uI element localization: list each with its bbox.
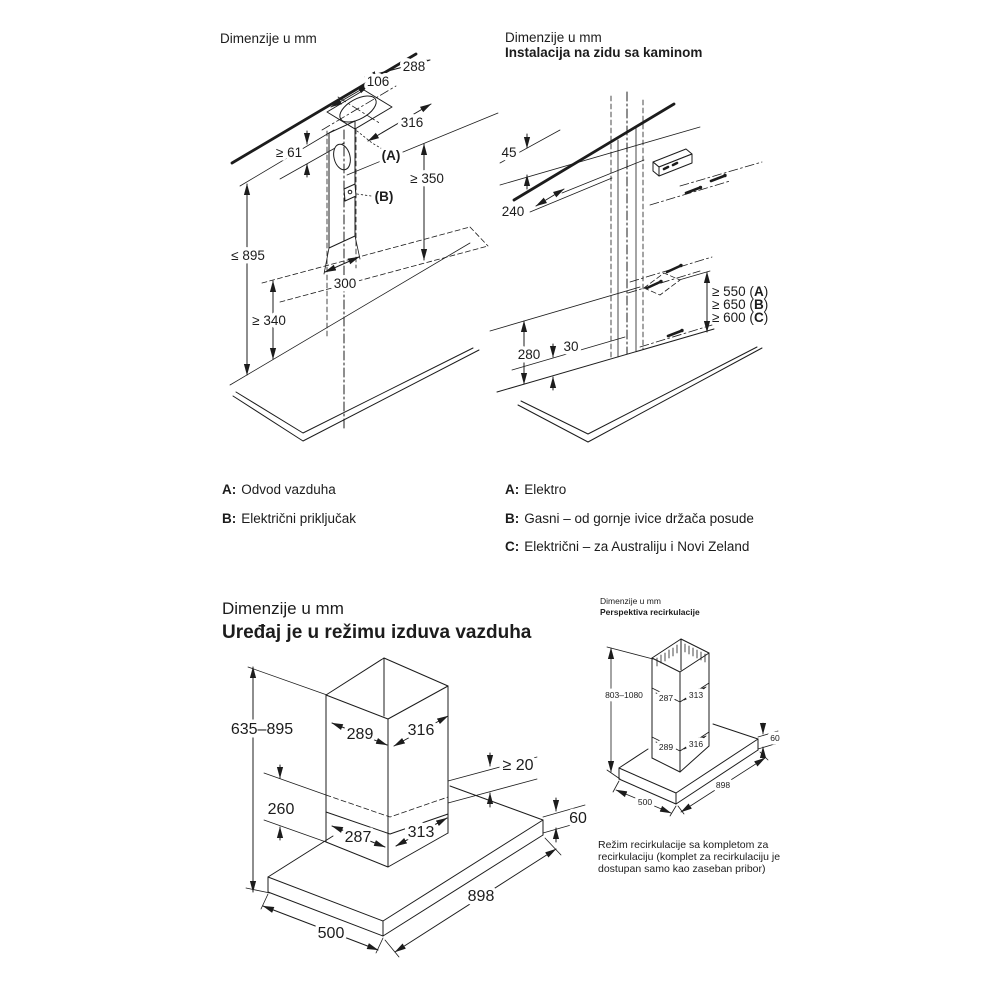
dim-898: 898 (467, 888, 495, 905)
hood-outline-dashed (262, 227, 488, 302)
wall-strip (329, 121, 356, 248)
mounting-bracket (653, 149, 692, 176)
legend-item: B: Električni priključak (222, 511, 357, 526)
dim-106: 106 (366, 74, 390, 89)
diagram-subtitle: Uređaj je u režimu izduva vazduha (222, 622, 532, 643)
screw-icon (647, 264, 683, 288)
dim-316: 316 (400, 115, 424, 130)
dim-313: 313 (688, 690, 704, 700)
drill-axis-lines (611, 92, 643, 358)
ceiling-duct-plate (322, 86, 396, 130)
dim-60: 60 (569, 810, 587, 827)
legend-right (505, 482, 754, 554)
dim-340: ≥ 340 (252, 313, 286, 328)
dim-61: ≥ 61 (275, 145, 303, 160)
clearance-A: ≥ 550 (A) (712, 284, 769, 299)
dim-280: 280 (517, 347, 541, 362)
label-B: (B) (374, 189, 394, 204)
dim-240: 240 (501, 204, 525, 219)
diagram-title: Dimenzije u mm (222, 599, 344, 618)
air-outlet-hole (331, 142, 353, 171)
dim-895: ≤ 895 (231, 248, 265, 263)
dim-287: 287 (658, 693, 674, 703)
dimensions (605, 647, 780, 816)
dim-289: 289 (346, 726, 374, 743)
recirculation-caption (598, 839, 780, 875)
chimney-duct (652, 639, 709, 772)
caption-line: recirkulaciju (komplet za recirkulaciju je (598, 851, 781, 863)
dim-313: 313 (407, 824, 435, 841)
screw-icon (686, 174, 727, 193)
dim-height: 803–1080 (605, 690, 643, 700)
dim-500: 500 (637, 797, 653, 807)
diagram-title: Dimenzije u mm (220, 31, 317, 46)
ceiling-edge-line (232, 54, 416, 163)
diagram-title: Dimenzije u mm (505, 30, 602, 45)
dimensions (231, 59, 444, 375)
caption-line: Režim recirkulacije sa kompletom za (598, 839, 769, 851)
dimensions (231, 667, 587, 957)
dim-350: ≥ 350 (410, 171, 444, 186)
dim-60: 60 (770, 733, 780, 743)
dim-500: 500 (317, 925, 345, 942)
dim-898: 898 (715, 780, 731, 790)
floor-outline (518, 347, 762, 442)
dim-30: 30 (563, 339, 579, 354)
dim-height: 635–895 (230, 721, 294, 738)
electric-connection-hole (344, 184, 356, 201)
dim-288: 288 (402, 59, 426, 74)
legend-item: C: Električni – za Australiju i Novi Zeland (505, 539, 750, 554)
dim-316: 316 (688, 739, 704, 749)
legend-item: A: Elektro (505, 482, 567, 497)
diagram-subtitle: Perspektiva recirkulacije (600, 607, 700, 617)
dim-289: 289 (658, 742, 674, 752)
legend-item: B: Gasni – od gornje ivice držača posude (505, 511, 754, 526)
diagram-exhaust-perspective (222, 599, 587, 957)
dim-287: 287 (344, 829, 372, 846)
clearance-B: ≥ 650 (B) (712, 297, 769, 312)
dim-260: 260 (267, 801, 295, 818)
dim-300: 300 (333, 276, 357, 291)
dim-45: 45 (501, 145, 517, 160)
screw-icon (668, 329, 684, 336)
dim-316: 316 (407, 722, 435, 739)
diagram-recirculation-perspective (598, 596, 780, 875)
diagram-title: Dimenzije u mm (600, 596, 661, 606)
dim-gap20: ≥ 20 (502, 757, 534, 774)
legend-item: A: Odvod vazduha (222, 482, 336, 497)
clearance-C: ≥ 600 (C) (712, 310, 769, 325)
caption-line: dostupan samo kao zaseban pribor) (598, 863, 766, 875)
hood-base-plate (268, 786, 543, 936)
diagram-exhaust-wall (220, 31, 498, 441)
diagram-subtitle: Instalacija na zidu sa kaminom (505, 45, 703, 60)
label-A: (A) (381, 148, 401, 163)
legend-left (222, 482, 356, 526)
floor-outline (233, 348, 479, 441)
diagram-wall-installation (490, 30, 768, 442)
